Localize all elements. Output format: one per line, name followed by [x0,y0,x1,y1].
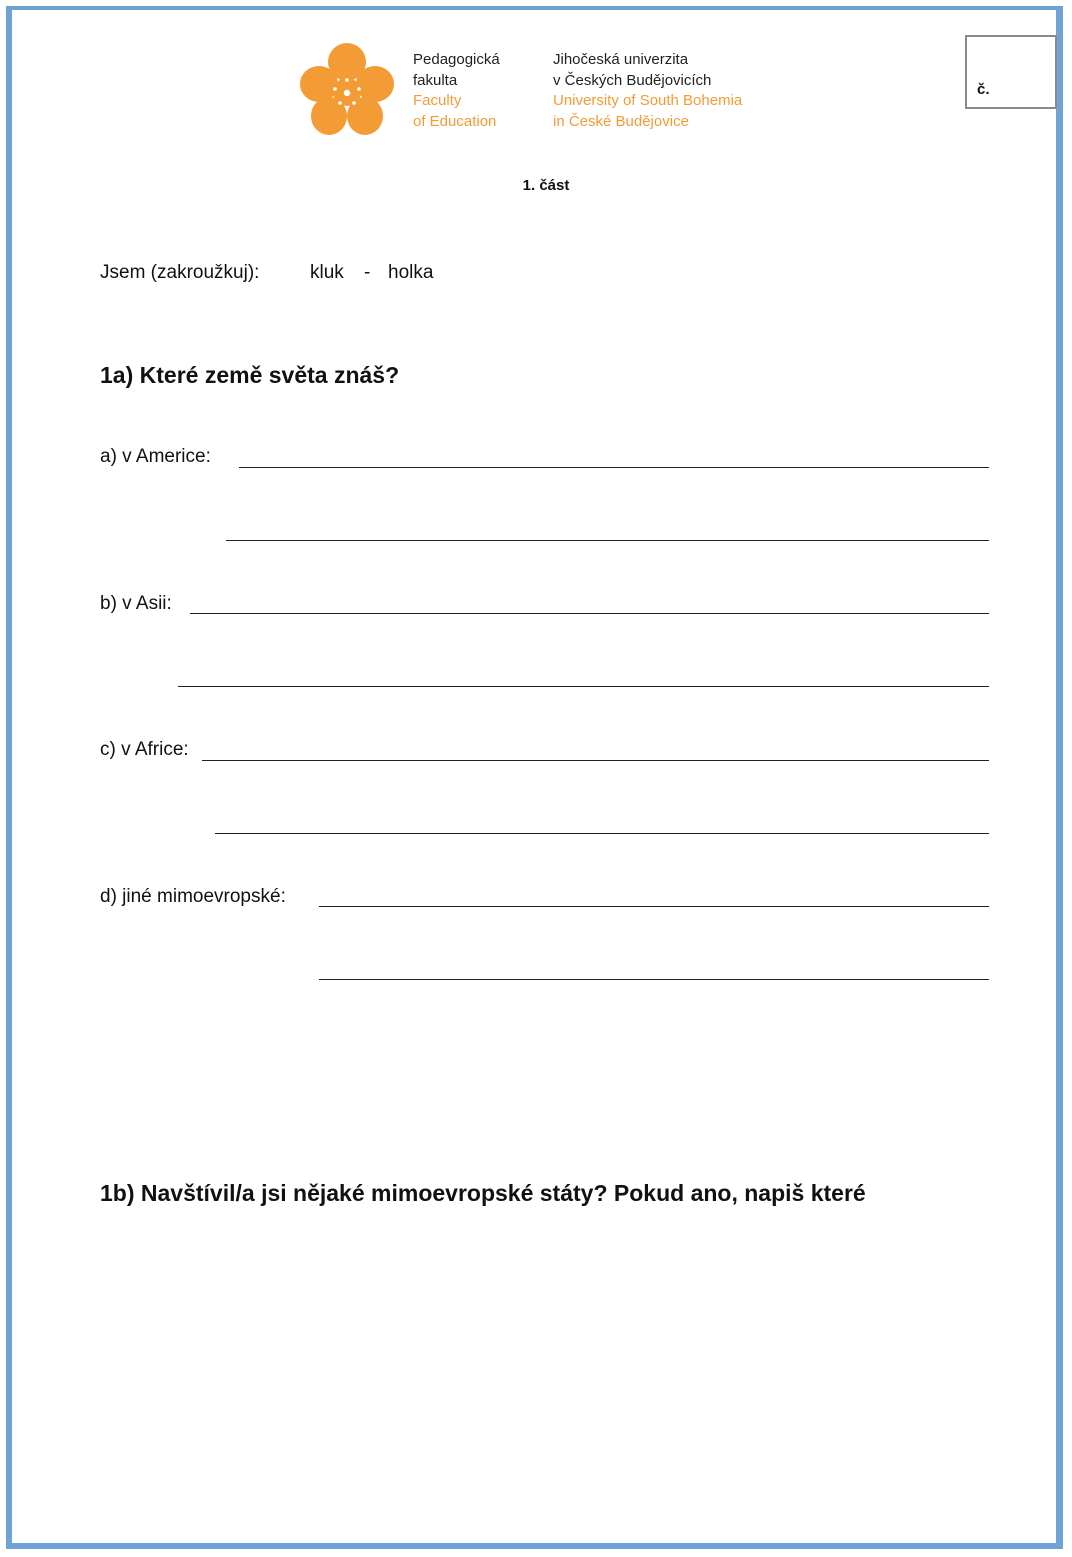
university-flower-logo [299,42,395,136]
label-asia: b) v Asii: [100,593,172,614]
university-name-cz-2: v Českých Budějovicích [553,71,712,89]
label-other: d) jiné mimoevropské: [100,886,286,907]
question-1b-title: 1b) Navštívil/a jsi nějaké mimoevropské státy? Pokud ano, napiš které [100,1180,866,1206]
faculty-name-en-1: Faculty [413,92,462,109]
faculty-name [413,50,500,132]
answer-line-america-1[interactable] [239,467,989,468]
questionnaire-number-box[interactable] [965,35,1057,109]
part-label: 1. část [522,177,570,194]
gender-option-boy[interactable]: kluk [310,262,344,283]
university-name-en-1: University of South Bohemia [553,92,743,109]
university-name [553,50,742,132]
answer-line-asia-2[interactable] [178,686,989,687]
gender-option-girl[interactable]: holka [388,262,434,283]
faculty-name-cz-2: fakulta [413,71,458,89]
answer-line-other-2[interactable] [319,979,989,980]
university-name-en-2: in České Budějovice [553,112,689,130]
answer-line-africa-1[interactable] [202,760,989,761]
university-name-cz-1: Jihočeská univerzita [553,51,689,68]
question-1a-title: 1a) Které země světa znáš? [100,362,400,388]
answer-line-asia-1[interactable] [190,613,989,614]
label-america: a) v Americe: [100,446,211,467]
gender-prompt: Jsem (zakroužkuj): [100,262,260,283]
faculty-name-cz-1: Pedagogická [413,51,500,68]
label-africa: c) v Africe: [100,739,189,760]
answer-line-africa-2[interactable] [215,833,989,834]
answer-line-america-2[interactable] [226,540,989,541]
answer-line-other-1[interactable] [319,906,989,907]
faculty-name-en-2: of Education [413,112,497,130]
gender-separator: - [364,262,371,283]
number-label: č. [977,81,990,98]
page-border [6,6,1063,1549]
